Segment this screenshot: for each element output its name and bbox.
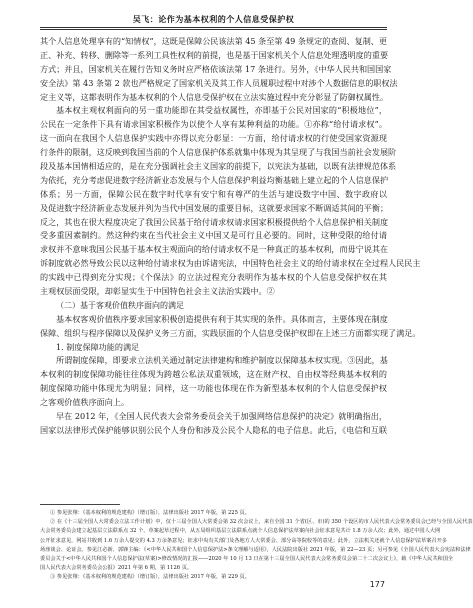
body-line: 受多重因素制约。然这种约束在当代社会主义中国又是可行且必要的。同时，这种受限的给付请 bbox=[40, 230, 387, 241]
body-line: 体系；另一方面，保障公民在数字时代享有安宁和有尊严的生活与建设数字中国、数字政府以 bbox=[40, 188, 387, 199]
body-line: 正、补充、转移、删除等一系列工具性权利的前提，也是基于国家机关个人信息处理透明度的重要 bbox=[40, 49, 389, 60]
body-line: 为依托，充分考虑促进数字经济新业态发展与个人信息保护利益均衡基础上建立起的个人信息保护 bbox=[40, 174, 389, 185]
body-line: 求权并不意味我国公民基于基本权主观面向的给付请求权不是一种真正的基本权利，而毋宁说其在 bbox=[40, 244, 389, 255]
header-rule-thin bbox=[40, 29, 387, 30]
body-line: 安全法》第 43 条第 2 款也严格规定了国家机关及其工作人员履职过程中对涉个人数据信息的职权法 bbox=[40, 77, 398, 88]
page-number: 177 bbox=[369, 580, 385, 589]
footnote: 委员会关于<中华人民共和国个人信息保护法(草案)>修改情况的汇报——2020 年 10 月 13 日在第十三届全国人民代表大会常务委员会第二十二次会议上》，载《中华人民共和国全 bbox=[40, 556, 454, 563]
body-line: 这一面向在我国个人信息保护实践中亦得以充分彰显：一方面，给付请求权的行使受国家资源现 bbox=[40, 133, 387, 144]
body-line: 制度保障功能中体现尤为明显；同样，这一功能也体现在作为新型基本权利的个人信息受保护权 bbox=[40, 383, 387, 394]
body-line: 其个人信息处理享有的“知情权”，这既是保障公民该法第 45 条至第 49 条规定的查阅、复制、更 bbox=[40, 36, 387, 46]
body-line: 定主义等，这都表明作为基本权利的个人信息受保护权在立法实施过程中充分彰显了防御权属性。 bbox=[40, 91, 389, 102]
footnote: ③ 参见张翔：《基本权利的规范建构》（增订版），法律出版社 2017 年版，第 229 页。 bbox=[50, 574, 250, 581]
body-line: 国家以法律形式保护能够识别公民个人身份和涉及公民个人隐私的电子信息。此后，《电信和互联 bbox=[40, 424, 387, 435]
header-rule bbox=[40, 27, 387, 28]
body-line: 诉制度就必然导致公民以这种给付请求权为由诉诸宪法，中国特色社会主义的给付请求权在全过程人民民主 bbox=[40, 258, 421, 269]
body-line: 段及基本国情相适应的，是在充分强调社会主义国家的前提下，以宪法为基础，以既有法律规范体系 bbox=[40, 161, 397, 172]
body-line: 公民在一定条件下具有请求国家积极作为以使个人享有某种利益的功能。①亦称“给付请求权”。 bbox=[40, 119, 387, 130]
footnote: 国人民代表大会常务委员会公报》2021 年第 6 期，第 1126 页。 bbox=[40, 565, 193, 572]
body-line: 之客观价值秩序面向上。 bbox=[40, 397, 130, 408]
body-line: 保障、组织与程序保障以及保护义务三方面，实践层面的个人信息受保护权即在上述三方面都实现了满足。 bbox=[40, 327, 421, 338]
footnote: 场座谈会、论证会。参见江必新、郭锋主编：《<中华人民共和国个人信息保护法>条文理解与适用》，人民法院出版社 2021 年版，第 22—23 页；另可参见《全国人民代表大会宪法和法律 bbox=[40, 546, 471, 553]
footnotes bbox=[40, 509, 473, 583]
body-line: 基本权主观权利面向的另一重功能即在其受益权属性，亦即基于公民对国家的“积极地位”， bbox=[56, 105, 387, 116]
body-line: 的实践中已得到充分实现；《个保法》的立法过程充分表明作为基本权的个人信息受保护权在其 bbox=[40, 272, 387, 283]
body-text bbox=[40, 35, 421, 438]
section-heading: （二）基于客观价值秩序面向的满足 bbox=[56, 300, 184, 310]
body-line: 基本权客观价值秩序要求国家积极创造提供有利于其实现的条件。具体而言，主要体现在制度 bbox=[56, 313, 388, 324]
footnote: 公开征求意见，网站共收到 1.6 万余人提交的 4.3 万余条意见；征求中央有关部门及各地方人大常委会、部分高等院校等的意见；此外，立法机关还就个人信息保护法草案召开多 bbox=[40, 537, 447, 544]
item-heading: 1. 制度保障功能的满足 bbox=[56, 341, 140, 352]
footnote-rule bbox=[40, 504, 120, 505]
footnote: ① 参见张翔：《基本权利的规范建构》（增订版），法律出版社 2017 年版，第 225 页。 bbox=[50, 510, 250, 516]
body-line: 所谓制度保障，即要求立法机关通过制定法律建构和维护制度以保障基本权实现。③因此，基 bbox=[56, 355, 388, 366]
body-line: 及促进数字经济新业态发展并列为当代中国发展的重要目标，这就要求国家不断调适其间的平衡； bbox=[40, 202, 389, 213]
footnote: ② 在《十三届全国人大常委会立法工作计划》中，仅十三届全国人大常委会第 32 次会议上，来自全国 31 个省(区、市)的 350 个设区的市人民代表大会常务委员会已经与全国人民代表 bbox=[50, 519, 473, 526]
body-line: 方式；并且，国家机关在履行告知义务时应严格依该法第 17 条进行。另外，《中华人民共和国国家 bbox=[40, 63, 392, 74]
running-header: 吴飞：论作为基本权利的个人信息受保护权 bbox=[132, 14, 295, 24]
body-line: 反之，其也在很大程度决定了我国公民基于给付请求权请求国家积极提供给个人信息保护相关制度 bbox=[40, 216, 389, 227]
body-line: 行条件的限制，这反映到我国当前的个人信息保护体系就集中体现为其呈现了与我国当前社会发展阶 bbox=[40, 147, 397, 158]
body-line: 早在 2012 年，《全国人民代表大会常务委员会关于加强网络信息保护的决定》就明确指出， bbox=[56, 411, 387, 422]
body-line: 本权利的制度保障功能往往体现为跨越公私法双重领域，这在财产权、自由权等经典基本权利的 bbox=[40, 369, 387, 380]
footnote: 大会常务委员会建立起基层立法联系点 32 个，草案起草过程中，从五局组织基层立法联系点就个人信息保护法草案向社会征求意见共计 1.8 万余人次；此外，通过中国人大网 bbox=[40, 528, 441, 535]
body-line: 主观权层面受限，却彰显实生于中国特色社会主义法治实践中。② bbox=[40, 286, 275, 297]
